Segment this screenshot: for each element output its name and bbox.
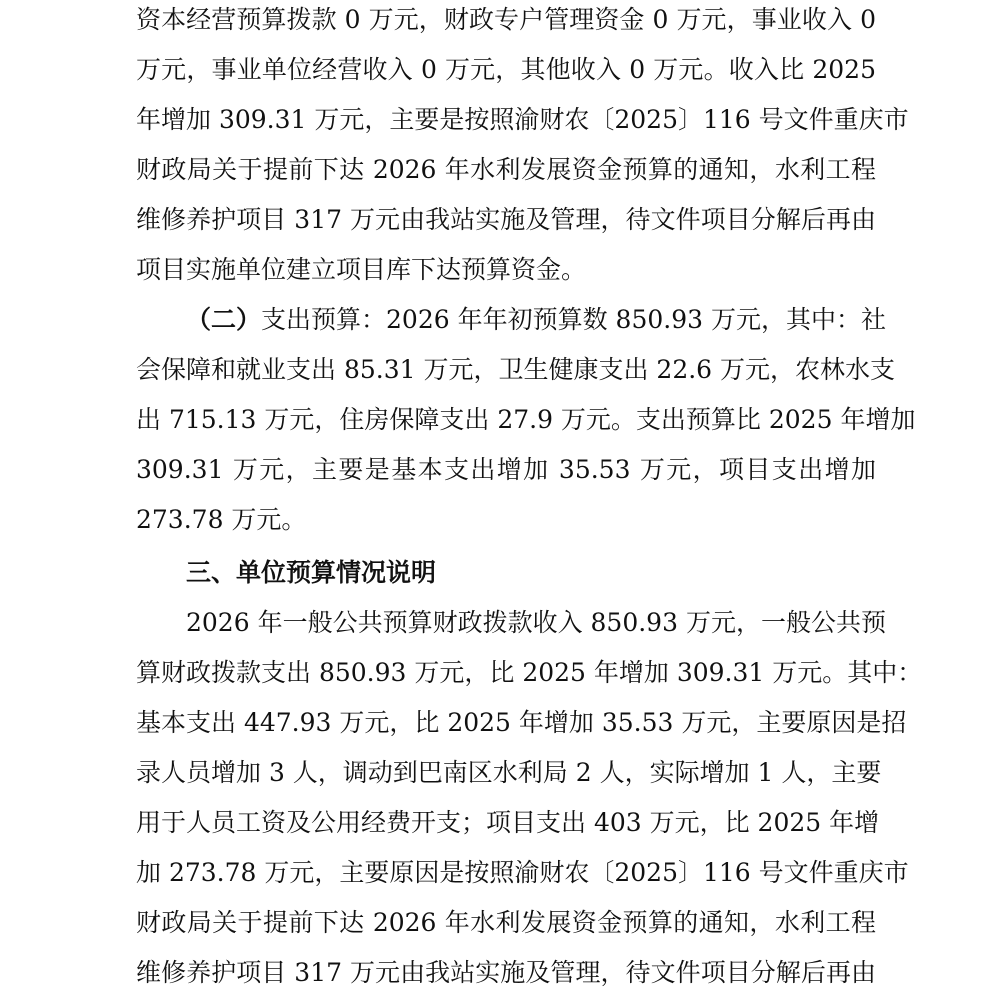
paragraph-line: 273.78 万元。 [136, 505, 307, 534]
paragraph-line: 项目实施单位建立项目库下达预算资金。 [136, 255, 587, 284]
paragraph-line: 2026 年一般公共预算财政拨款收入 850.93 万元，一般公共预 [186, 608, 886, 637]
paragraph-line: 出 715.13 万元，住房保障支出 27.9 万元。支出预算比 2025 年增加 [136, 405, 916, 434]
expenditure-heading-line [186, 300, 886, 340]
paragraph-line: 加 273.78 万元，主要原因是按照渝财农〔2025〕116 号文件重庆市 [136, 858, 909, 887]
paragraph-line: 309.31 万元，主要是基本支出增加 35.53 万元，项目支出增加 [136, 455, 876, 484]
expenditure-text: 支出预算：2026 年年初预算数 850.93 万元，其中：社 [261, 305, 886, 334]
expenditure-subheading: （二） [186, 305, 262, 334]
paragraph-line: 维修养护项目 317 万元由我站实施及管理，待文件项目分解后再由 [136, 205, 876, 234]
paragraph-line: 算财政拨款支出 850.93 万元，比 2025 年增加 309.31 万元。其中： [136, 658, 923, 687]
paragraph-line: 万元，事业单位经营收入 0 万元，其他收入 0 万元。收入比 2025 [136, 55, 876, 84]
paragraph-line: 资本经营预算拨款 0 万元，财政专户管理资金 0 万元，事业收入 0 [136, 5, 876, 34]
paragraph-line: 财政局关于提前下达 2026 年水利发展资金预算的通知，水利工程 [136, 908, 876, 937]
section-heading: 三、单位预算情况说明 [186, 558, 437, 587]
paragraph-line: 用于人员工资及公用经费开支；项目支出 403 万元，比 2025 年增 [136, 808, 880, 837]
paragraph-line: 会保障和就业支出 85.31 万元，卫生健康支出 22.6 万元，农林水支 [136, 355, 896, 384]
paragraph-line: 年增加 309.31 万元，主要是按照渝财农〔2025〕116 号文件重庆市 [136, 105, 909, 134]
paragraph-line: 录人员增加 3 人，调动到巴南区水利局 2 人，实际增加 1 人，主要 [136, 758, 882, 787]
paragraph-line: 维修养护项目 317 万元由我站实施及管理，待文件项目分解后再由 [136, 958, 876, 987]
paragraph-line: 财政局关于提前下达 2026 年水利发展资金预算的通知，水利工程 [136, 155, 876, 184]
paragraph-line: 基本支出 447.93 万元，比 2025 年增加 35.53 万元，主要原因是招 [136, 708, 907, 737]
